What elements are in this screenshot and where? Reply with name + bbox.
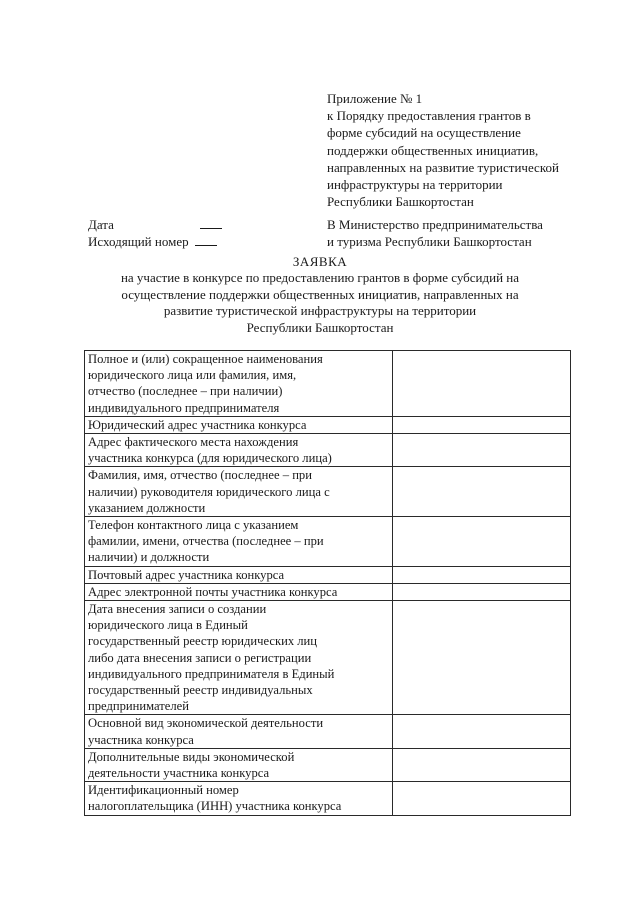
appendix-line: поддержки общественных инициатив, [327,142,539,158]
field-label-line: Телефон контактного лица с указанием [88,518,299,533]
field-label-line: Адрес фактического места нахождения [88,435,299,450]
field-label-line: либо дата внесения записи о регистрации [88,650,312,665]
field-value-cell[interactable] [393,748,571,781]
table-row [85,351,571,417]
appendix-line: инфраструктуры на территории [327,177,503,193]
table-row [85,517,571,567]
field-label-line: юридического лица или фамилия, имя, [88,368,297,383]
field-label-line: Основной вид экономической деятельности [88,716,324,731]
table-row [85,434,571,467]
field-label-line: отчество (последнее – при наличии) [88,384,283,399]
field-label-cell [85,566,393,583]
field-label-cell [85,416,393,433]
field-label-line: индивидуального предпринимателя в Единый [88,666,335,681]
field-value-cell[interactable] [393,434,571,467]
field-value-cell[interactable] [393,601,571,715]
field-value-cell[interactable] [393,351,571,417]
field-label-line: указанием должности [88,500,206,515]
recipient-line: В Министерство предпринимательства [327,217,543,232]
subtitle-line: на участие в конкурсе по предоставлению грантов в форме субсидий на [120,270,520,285]
appendix-line: Республики Башкортостан [327,194,474,210]
field-label-line: индивидуального предпринимателя [88,400,280,415]
field-label-line: деятельности участника конкурса [88,766,270,781]
recipient-block [327,216,543,250]
table-row [85,601,571,715]
field-value-cell[interactable] [393,467,571,517]
date-row [88,216,222,233]
document-title: ЗАЯВКА [292,254,348,269]
date-label: Дата [88,217,114,232]
field-value-cell[interactable] [393,566,571,583]
field-value-cell[interactable] [393,583,571,600]
table-row [85,715,571,748]
field-label-line: Дополнительные виды экономической [88,749,295,764]
field-label-line: Дата внесения записи о создании [88,602,267,617]
appendix-line: форме субсидий на осуществление [327,125,521,141]
appendix-header [327,90,597,210]
field-label-line: предпринимателей [88,699,189,714]
subtitle-line: развитие туристической инфраструктуры на территории [163,303,477,318]
field-label-line: участника конкурса (для юридического лица) [88,451,332,466]
field-label-cell [85,467,393,517]
document-subtitle [80,270,560,336]
table-row [85,566,571,583]
field-label-cell [85,748,393,781]
field-label-line: государственный реестр индивидуальных [88,683,313,698]
table-row [85,416,571,433]
appendix-line: направленных на развитие туристической [327,159,559,175]
field-value-cell[interactable] [393,517,571,567]
field-label-line: Почтовый адрес участника конкурса [88,567,285,582]
subtitle-line: осуществление поддержки общественных инициатив, направленных на [121,286,519,302]
field-value-cell[interactable] [393,715,571,748]
document-meta [88,216,222,250]
field-label-cell [85,782,393,815]
field-label-line: Идентификационный номер [88,783,239,798]
application-table-body [85,351,571,816]
field-label-line: участника конкурса [88,732,194,747]
field-label-cell [85,351,393,417]
table-row [85,782,571,815]
subtitle-line: Республики Башкортостан [246,319,394,335]
field-label-line: налогоплательщика (ИНН) участника конкурса [88,799,342,814]
field-label-cell [85,434,393,467]
recipient-line: и туризма Республики Башкортостан [327,234,532,249]
outgoing-number-row [88,233,222,250]
appendix-line: Приложение № 1 [327,91,423,106]
field-value-cell[interactable] [393,416,571,433]
table-row [85,467,571,517]
table-row [85,748,571,781]
field-label-line: государственный реестр юридических лиц [88,634,318,649]
field-label-cell [85,517,393,567]
field-label-line: Фамилия, имя, отчество (последнее – при [88,468,312,483]
outgoing-number-blank[interactable] [195,234,217,246]
appendix-line: к Порядку предоставления грантов в [327,108,531,124]
field-label-cell [85,715,393,748]
outgoing-number-label: Исходящий номер [88,234,189,249]
field-label-line: наличии) руководителя юридического лица с [88,484,330,499]
field-label-line: юридического лица в Единый [88,618,248,633]
field-label-line: наличии) и должности [88,550,210,565]
field-label-line: Полное и (или) сокращенное наименования [88,352,323,366]
field-label-cell [85,583,393,600]
date-blank[interactable] [200,217,222,229]
field-label-line: Юридический адрес участника конкурса [88,417,307,432]
field-label-line: фамилии, имени, отчества (последнее – при [88,534,324,549]
field-label-line: Адрес электронной почты участника конкурса [88,584,338,599]
application-table [84,350,571,816]
field-label-cell [85,601,393,715]
field-value-cell[interactable] [393,782,571,815]
table-row [85,583,571,600]
